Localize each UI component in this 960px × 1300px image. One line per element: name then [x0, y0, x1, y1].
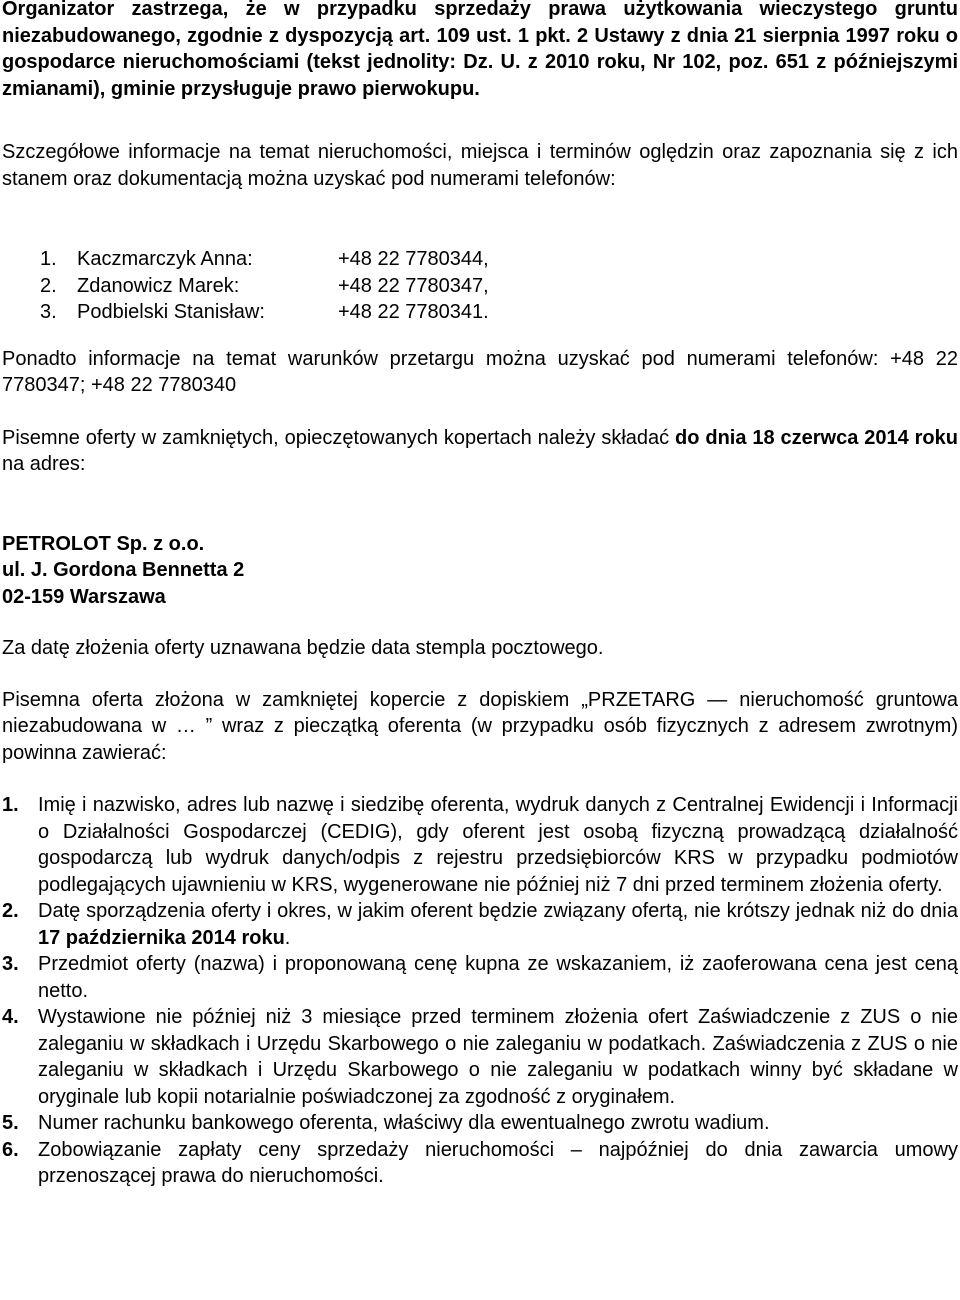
address-company: PETROLOT Sp. z o.o. — [2, 532, 205, 555]
requirement-item — [2, 1137, 958, 1190]
offers-paragraph — [2, 425, 958, 478]
details-paragraph: Szczegółowe informacje na temat nieruchomości, miejsca i terminów oględzin oraz zapoznania się z ich stanem oraz dokumentacją można uzyskać pod numerami telefonów: — [2, 141, 958, 190]
address-block — [2, 531, 958, 611]
requirement-item — [2, 1004, 958, 1110]
requirement-text: Datę sporządzenia oferty i okres, w jakim oferent będzie związany ofertą, nie krótszy jednak niż do dnia — [38, 900, 958, 922]
contact-name: Podbielski Stanisław: — [77, 301, 265, 323]
contact-number: 1. — [40, 248, 57, 270]
intro-paragraph: Organizator zastrzega, że w przypadku sprzedaży prawa użytkowania wieczystego gruntu niezabudowanego, zgodnie z dyspozycją art. 109 ust. 1 pkt. 2 Ustawy z dnia 21 sierpnia 1997 roku o gospodarce nieruchomościami (tekst jednolity: Dz. U. z 2010 roku, Nr 102, poz. 651 z późniejszymi zmianami), gminie przysługuje prawo pierwokupu. — [2, 0, 958, 100]
address-city: 02-159 Warszawa — [2, 585, 166, 608]
contact-name: Kaczmarczyk Anna: — [77, 248, 253, 270]
envelope-paragraph: Pisemna oferta złożona w zamkniętej kopercie z dopiskiem „PRZETARG — nieruchomość gruntowa niezabudowana w … ” wraz z pieczątką oferenta (w przypadku osób fizycznych z adresem zwrotnym) powinna zawierać: — [2, 688, 958, 764]
requirement-number: 1. — [2, 794, 19, 816]
requirement-text: Imię i nazwisko, adres lub nazwę i siedzibę oferenta, wydruk danych z Centralnej Ewidencji i Informacji o Działalności Gospodarczej (CEDIG), gdy oferent jest osobą fizyczną prowadzącą działalność gospodarczą lub wydruk danych/odpis z rejestru przedsiębiorców KRS w przypadku podmiotów podlegających ujawnieniu w KRS, wygenerowane nie później niż 7 dni przed terminem złożenia oferty. — [38, 794, 958, 896]
contact-number: 3. — [40, 301, 57, 323]
requirement-number: 3. — [2, 953, 19, 975]
stamp-date-paragraph: Za datę złożenia oferty uznawana będzie data stempla pocztowego. — [2, 637, 604, 659]
contact-item — [40, 273, 958, 300]
contact-phone: +48 22 7780341. — [338, 301, 489, 323]
requirement-text: Wystawione nie później niż 3 miesiące przed terminem złożenia ofert Zaświadczenie z ZUS o nie zaleganiu w składkach i Urzędu Skarbowego o nie zaleganiu w podatkach. Zaświadczenia z ZUS o nie zaleganiu w składkach i Urzędu Skarbowego o nie zaleganiu w podatkach winny być składane w oryginale lub kopii notarialnie poświadczonej za zgodność z oryginałem. — [38, 1006, 958, 1108]
contact-phone: +48 22 7780344, — [338, 248, 489, 270]
offers-deadline: do dnia 18 czerwca 2014 roku — [675, 426, 958, 449]
requirement-item — [2, 792, 958, 898]
requirement-number: 5. — [2, 1112, 19, 1134]
requirement-item — [2, 1110, 958, 1137]
requirement-item — [2, 898, 958, 951]
requirement-text: Przedmiot oferty (nazwa) i proponowaną cenę kupna ze wskazaniem, iż zaoferowana cena jest ceną netto. — [38, 953, 958, 1002]
contact-name: Zdanowicz Marek: — [77, 274, 240, 297]
contact-list — [2, 246, 958, 326]
requirement-number: 2. — [2, 900, 19, 922]
offers-suffix: na adres: — [2, 453, 86, 475]
requirement-text-end: . — [284, 926, 291, 949]
requirement-deadline: 17 października 2014 roku — [38, 926, 285, 949]
more-info-paragraph: Ponadto informacje na temat warunków przetargu można uzyskać pod numerami telefonów: +48 22 7780347; +48 22 7780340 — [2, 347, 958, 396]
requirement-number: 6. — [2, 1138, 19, 1161]
contact-item — [40, 246, 958, 273]
offers-text: Pisemne oferty w zamkniętych, opieczętowanych kopertach należy składać — [2, 426, 676, 449]
contact-item — [40, 299, 958, 326]
requirement-text: Numer rachunku bankowego oferenta, właściwy dla ewentualnego zwrotu wadium. — [38, 1112, 770, 1134]
contact-number: 2. — [40, 274, 57, 297]
address-street: ul. J. Gordona Bennetta 2 — [2, 559, 245, 581]
requirement-item — [2, 951, 958, 1004]
requirements-list — [2, 792, 958, 1190]
contact-phone: +48 22 7780347, — [338, 274, 489, 297]
requirement-text: Zobowiązanie zapłaty ceny sprzedaży nieruchomości – najpóźniej do dnia zawarcia umowy przenoszącej prawa do nieruchomości. — [38, 1138, 958, 1187]
requirement-number: 4. — [2, 1006, 19, 1028]
